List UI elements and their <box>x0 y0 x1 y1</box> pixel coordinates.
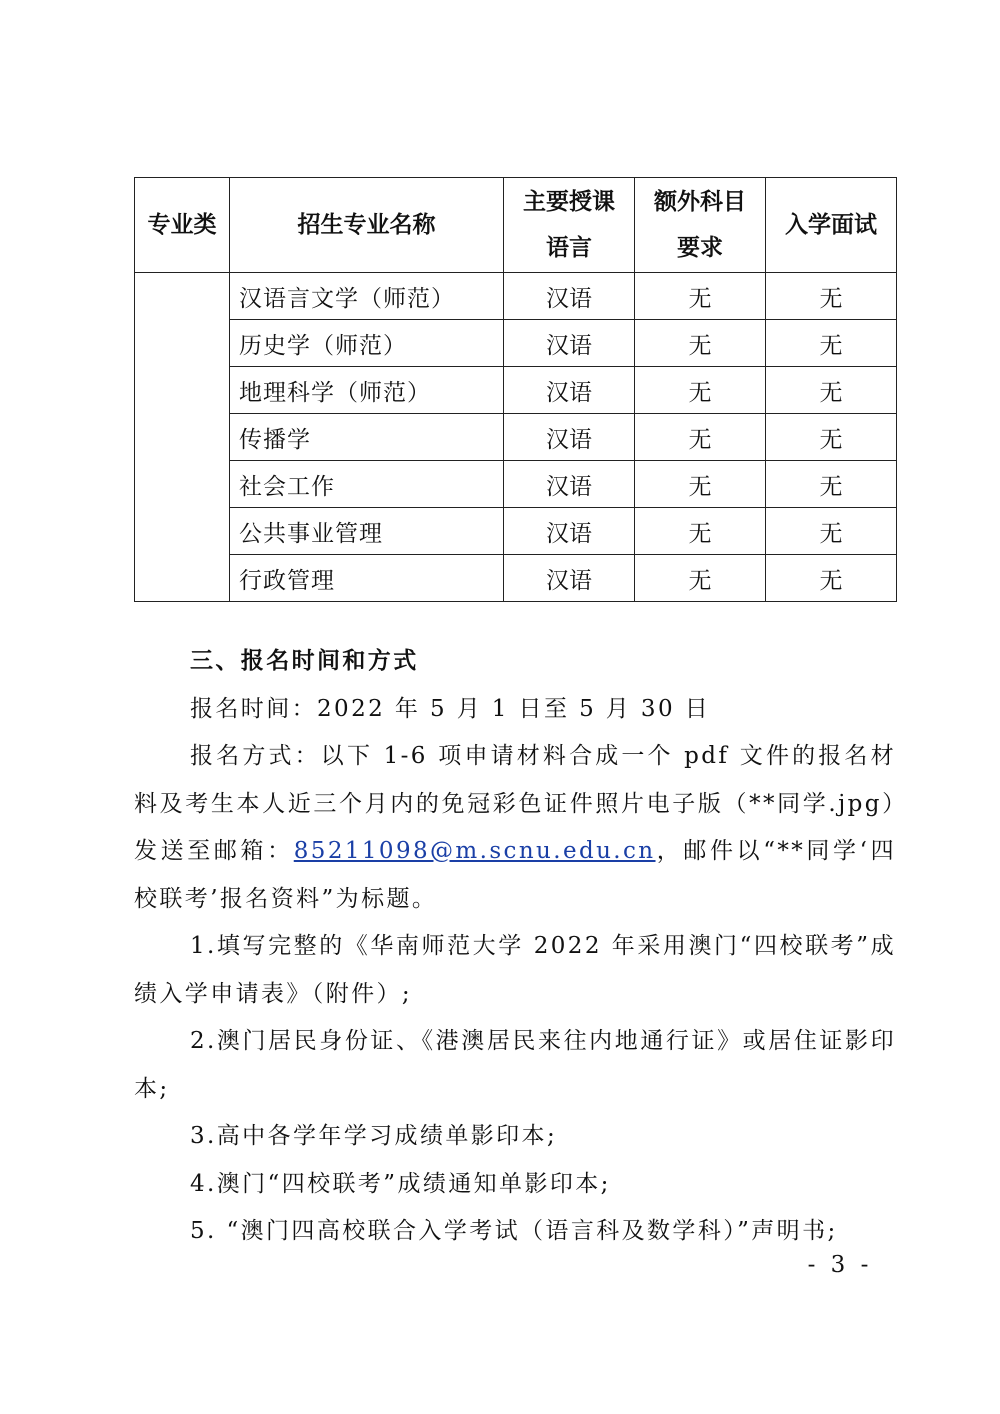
header-language <box>504 178 635 273</box>
interview-cell: 无 <box>766 508 897 555</box>
extra-cell: 无 <box>635 461 766 508</box>
interview-cell: 无 <box>766 367 897 414</box>
header-extra-line2: 要求 <box>677 235 723 261</box>
header-extra-subjects <box>635 178 766 273</box>
header-interview: 入学面试 <box>766 178 897 273</box>
interview-cell: 无 <box>766 273 897 320</box>
header-language-line2: 语言 <box>546 235 592 261</box>
table-row <box>135 555 897 602</box>
email-link[interactable]: 85211098@m.scnu.edu.cn <box>293 838 656 864</box>
table-row <box>135 508 897 555</box>
extra-cell: 无 <box>635 414 766 461</box>
list-item: 5. “澳门四高校联合入学考试（语言科及数学科）”声明书; <box>190 1218 838 1244</box>
interview-cell: 无 <box>766 555 897 602</box>
table-row <box>135 273 897 320</box>
extra-cell: 无 <box>635 508 766 555</box>
major-cell: 行政管理 <box>230 555 504 602</box>
major-cell: 公共事业管理 <box>230 508 504 555</box>
section-3-body <box>134 638 896 1256</box>
language-cell: 汉语 <box>504 461 635 508</box>
extra-cell: 无 <box>635 555 766 602</box>
major-cell: 地理科学（师范） <box>230 367 504 414</box>
language-cell: 汉语 <box>504 320 635 367</box>
header-language-line1: 主要授课 <box>523 189 615 215</box>
registration-time: 报名时间：2022 年 5 月 1 日至 5 月 30 日 <box>190 695 711 722</box>
table-row <box>135 320 897 367</box>
list-item: 1.填写完整的《华南师范大学 2022 年采用澳门“四校联考”成绩入学申请表》（附件）; <box>134 933 896 1007</box>
major-cell: 汉语言文学（师范） <box>230 273 504 320</box>
table-row <box>135 461 897 508</box>
header-category: 专业类 <box>135 178 230 273</box>
interview-cell: 无 <box>766 461 897 508</box>
section-heading: 三、报名时间和方式 <box>190 648 419 674</box>
interview-cell: 无 <box>766 414 897 461</box>
registration-method-text: 报名方式：以下 1-6 项申请材料合成一个 pdf 文件的报名材料及考生本人近三个月内的免冠彩色证件照片电子版（**同学.jpg）发送至邮箱： <box>134 743 896 864</box>
header-major-name: 招生专业名称 <box>230 178 504 273</box>
majors-table <box>134 177 897 602</box>
table-header-row <box>135 178 897 273</box>
major-cell: 历史学（师范） <box>230 320 504 367</box>
registration-method-suffix: ，邮件以“**同学‘四校联考’报名资料”为标题。 <box>134 838 896 912</box>
extra-cell: 无 <box>635 320 766 367</box>
registration-method <box>134 733 896 923</box>
list-item: 4.澳门“四校联考”成绩通知单影印本; <box>190 1170 611 1197</box>
table-row <box>135 367 897 414</box>
language-cell: 汉语 <box>504 555 635 602</box>
extra-cell: 无 <box>635 273 766 320</box>
language-cell: 汉语 <box>504 367 635 414</box>
language-cell: 汉语 <box>504 273 635 320</box>
major-cell: 社会工作 <box>230 461 504 508</box>
language-cell: 汉语 <box>504 414 635 461</box>
language-cell: 汉语 <box>504 508 635 555</box>
page-number: - 3 - <box>807 1252 873 1278</box>
table-row <box>135 414 897 461</box>
major-cell: 传播学 <box>230 414 504 461</box>
list-item: 2.澳门居民身份证、《港澳居民来往内地通行证》或居住证影印本; <box>134 1028 896 1102</box>
interview-cell: 无 <box>766 320 897 367</box>
list-item: 3.高中各学年学习成绩单影印本; <box>190 1123 558 1149</box>
category-cell <box>135 273 230 602</box>
header-extra-line1: 额外科目 <box>654 189 746 215</box>
extra-cell: 无 <box>635 367 766 414</box>
